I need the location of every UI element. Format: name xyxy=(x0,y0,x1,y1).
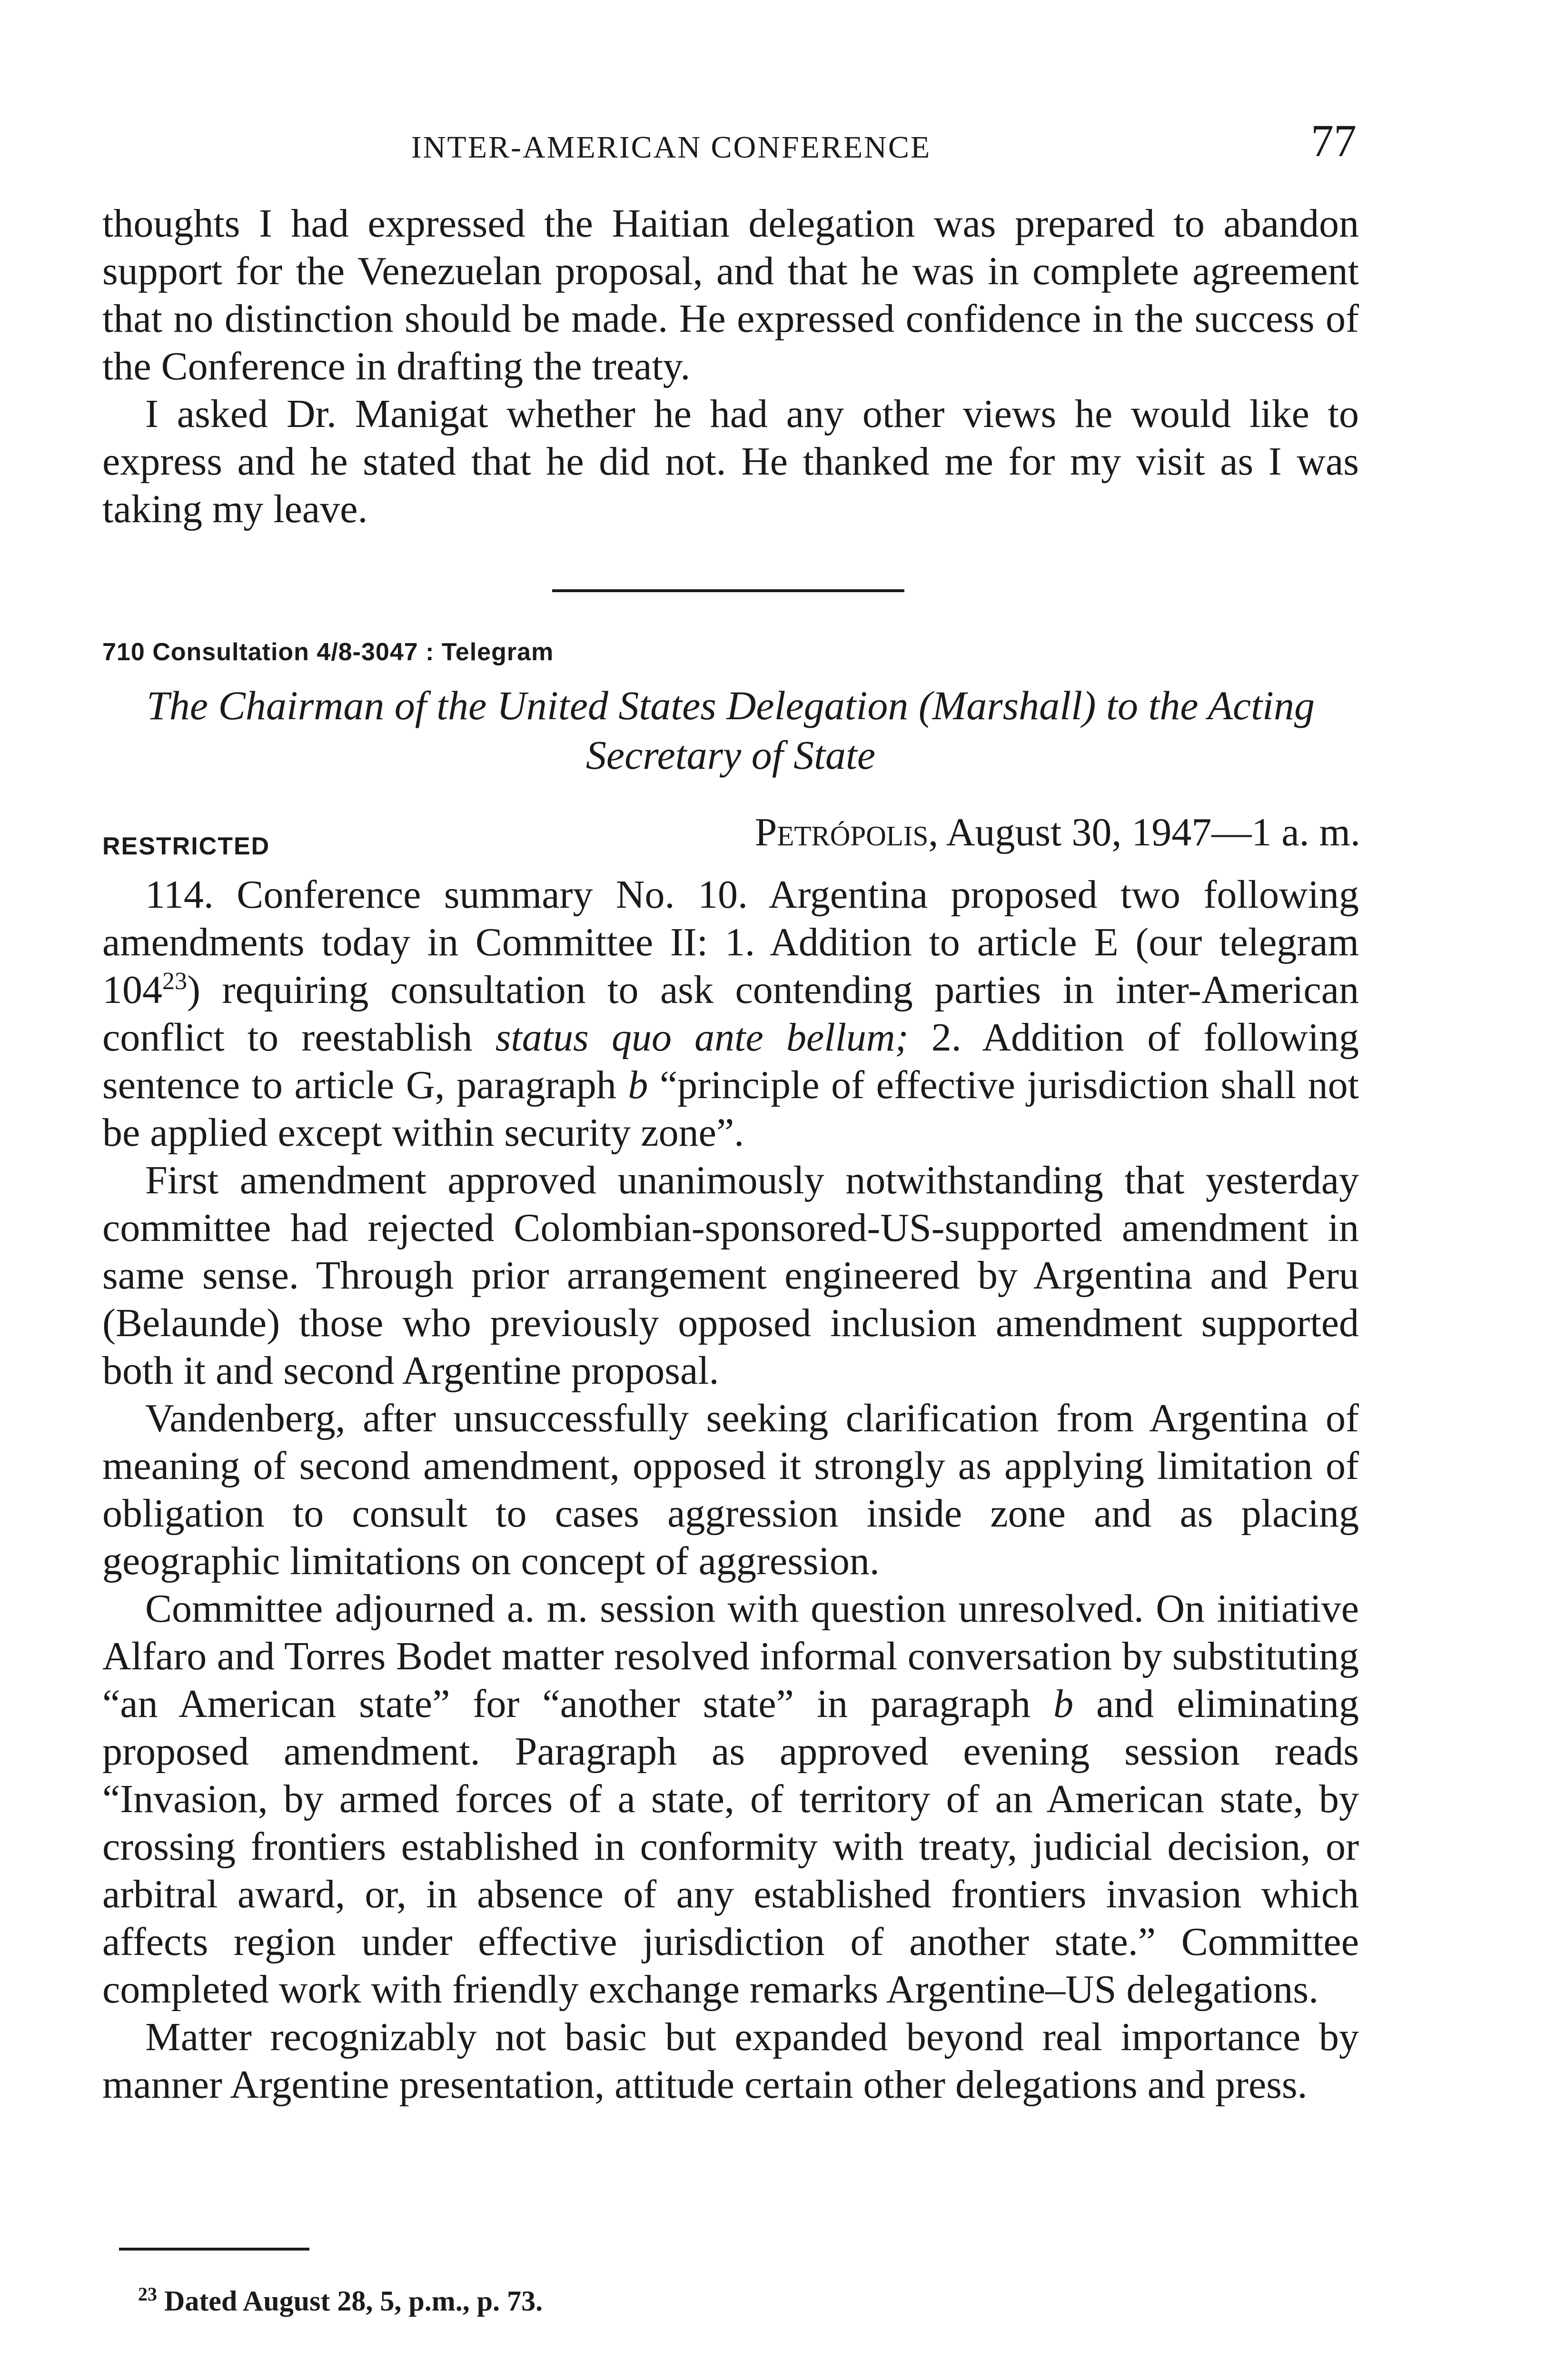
text-run: ) requiring consultation to ask contending parties in inter-American conflict to reestablish xyxy=(102,968,1359,1060)
text-run: and eliminating proposed amendment. Paragraph as approved evening session reads “Invasion, by armed forces of a state, of territory of an American state, by crossing frontiers established in conformity with treaty, judicial decision, or arbitral award, or, in absence of any established frontiers invasion which affects region under effective jurisdiction of another state.” Committee completed work with friendly exchange remarks Argentine–US delegations. xyxy=(102,1682,1359,2012)
footnote-divider xyxy=(119,2248,309,2251)
footnote-text: Dated August 28, 5, p.m., p. 73. xyxy=(164,2285,543,2317)
text-run: Committee adjourned a. m. session with question unresolved. On initiative Alfaro and Torres Bodet matter resolved informal conversation by substituting “an American state” for “another state” in paragraph xyxy=(102,1587,1359,1726)
paragraph: Vandenberg, after unsuccessfully seeking clarification from Argentina of meaning of second amendment, opposed it strongly as applying limitation of obligation to consult to cases aggression inside zone and as placing geographic limitations on concept of aggression. xyxy=(102,1396,1359,1583)
file-number: 710 Consultation 4/8-3047 : Telegram xyxy=(102,638,554,666)
italic-phrase: status quo ante bellum; xyxy=(495,1015,909,1060)
page-number: 77 xyxy=(1311,115,1357,166)
paragraph xyxy=(102,1585,1359,2013)
text-run: 2. Addition of following sentence to article G, paragraph xyxy=(102,1015,1359,1107)
footnote-reference: 23 xyxy=(162,968,187,995)
document-title: The Chairman of the United States Delegation (Marshall) to the Acting Secretary of State xyxy=(147,683,1315,778)
dateline-date: August 30, 1947—1 a. m. xyxy=(946,810,1360,854)
paragraph: I asked Dr. Manigat whether he had any other views he would like to express and he stated that he did not. He thanked me for my visit as I was taking my leave. xyxy=(102,392,1359,531)
classification-label: RESTRICTED xyxy=(102,833,270,860)
footnote-marker: 23 xyxy=(138,2283,157,2305)
paragraph: thoughts I had expressed the Haitian delegation was prepared to abandon support for the Venezuelan proposal, and that he was in complete agreement that no distinction should be made. He expressed confidence in the success of the Conference in drafting the treaty. xyxy=(102,201,1359,388)
page-header xyxy=(100,114,1357,181)
paragraph xyxy=(102,871,1359,1157)
text-run: “principle of effective jurisdiction shall not be applied except within security zone”. xyxy=(102,1063,1359,1155)
paragraph: Matter recognizably not basic but expanded beyond real importance by manner Argentine presentation, attitude certain other delegations and press. xyxy=(102,2015,1359,2107)
italic-letter: b xyxy=(1053,1682,1074,1726)
running-head: INTER-AMERICAN CONFERENCE xyxy=(411,130,932,165)
dateline-place: Petrópolis, xyxy=(754,810,939,854)
continued-section xyxy=(102,200,1359,533)
dateline xyxy=(755,809,1360,855)
telegram-body xyxy=(102,871,1359,2109)
text-run: 114. Conference summary No. 10. Argentina proposed two following amendments today in Committee II: 1. Addition to article E (our telegram 104 xyxy=(102,873,1359,1012)
italic-letter: b xyxy=(628,1063,648,1107)
section-divider xyxy=(552,589,904,592)
paragraph: First amendment approved unanimously notwithstanding that yesterday committee had rejected Colombian-sponsored-US-supported amendment in same sense. Through prior arrangement engineered by Argentina and Peru (Belaunde) those who previously opposed inclusion amendment supported both it and second Argentine proposal. xyxy=(102,1158,1359,1393)
footnote xyxy=(138,2285,543,2318)
